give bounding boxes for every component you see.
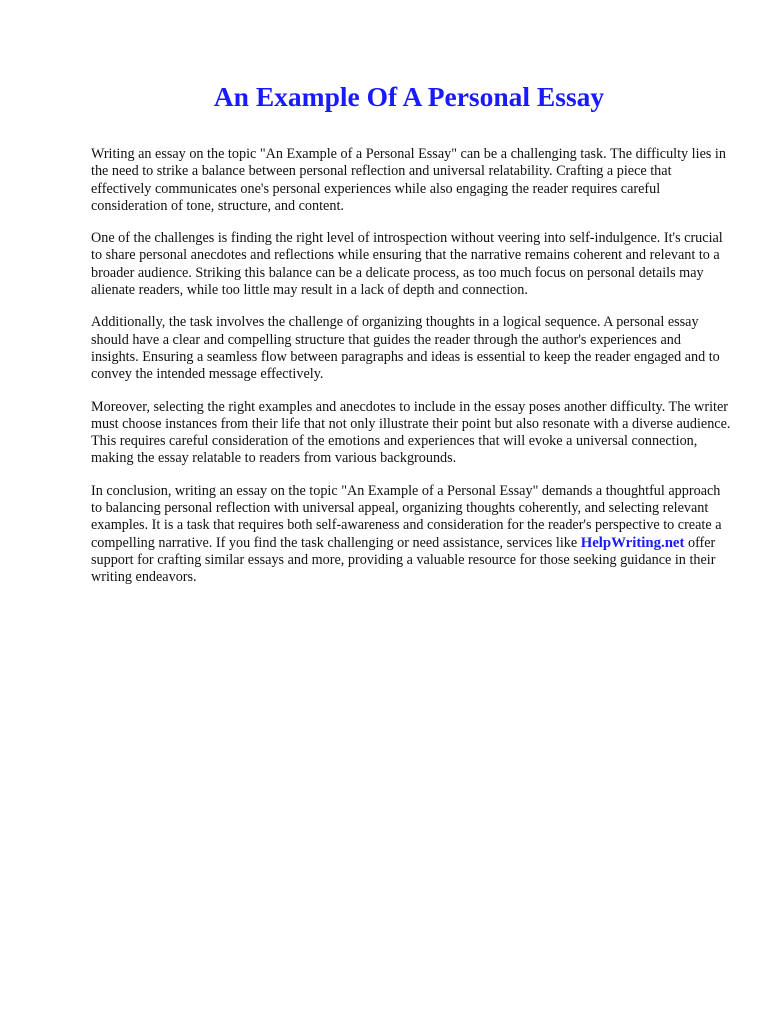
paragraph-1: Writing an essay on the topic "An Example of a Personal Essay" can be a challenging task. The difficulty lies in the need to strike a balance between personal reflection and universal relatability. Crafting a piece that effectively communicates one's personal experiences while also engaging the reader requires careful consideration of tone, structure, and content. [91,146,726,214]
helpwriting-link[interactable]: HelpWriting.net [580,534,685,551]
paragraph-2: One of the challenges is finding the right level of introspection without veering into self-indulgence. It's crucial to share personal anecdotes and reflections while ensuring that the narrative remains coherent and relevant to a broader audience. Striking this balance can be a delicate process, as too much focus on personal details may alienate readers, while too little may result in a lack of depth and connection. [91,230,723,299]
conclusion-text-after-link: offer support for crafting similar essays and more, providing a valuable resource for those seeking guidance in their writing endeavors. [91,534,716,586]
paragraph-3: Additionally, the task involves the challenge of organizing thoughts in a logical sequence. A personal essay should have a clear and compelling structure that guides the reader through the author's experiences and insights. Ensuring a seamless flow between paragraphs and ideas is essential to keep the reader engaged and to convey the intended message effectively. [91,314,720,383]
conclusion-text-before-link: In conclusion, writing an essay on the topic "An Example of a Personal Essay" demands a thoughtful approach to balancing personal reflection with universal appeal, organizing thoughts coherently, and selecting relevant examples. It is a task that requires both self-awareness and consideration for the reader's perspective to create a compelling narrative. If you find the task challenging or need assistance, services like [91,482,722,551]
conclusion-paragraph [91,483,731,587]
paragraph-4: Moreover, selecting the right examples and anecdotes to include in the essay poses another difficulty. The writer must choose instances from their life that not only illustrate their point but also resonate with a diverse audience. This requires careful consideration of the emotions and experiences that will evoke a universal connection, making the essay relatable to readers from various backgrounds. [91,398,731,467]
essay-body [91,146,731,602]
page-title: An Example Of A Personal Essay [213,81,605,112]
